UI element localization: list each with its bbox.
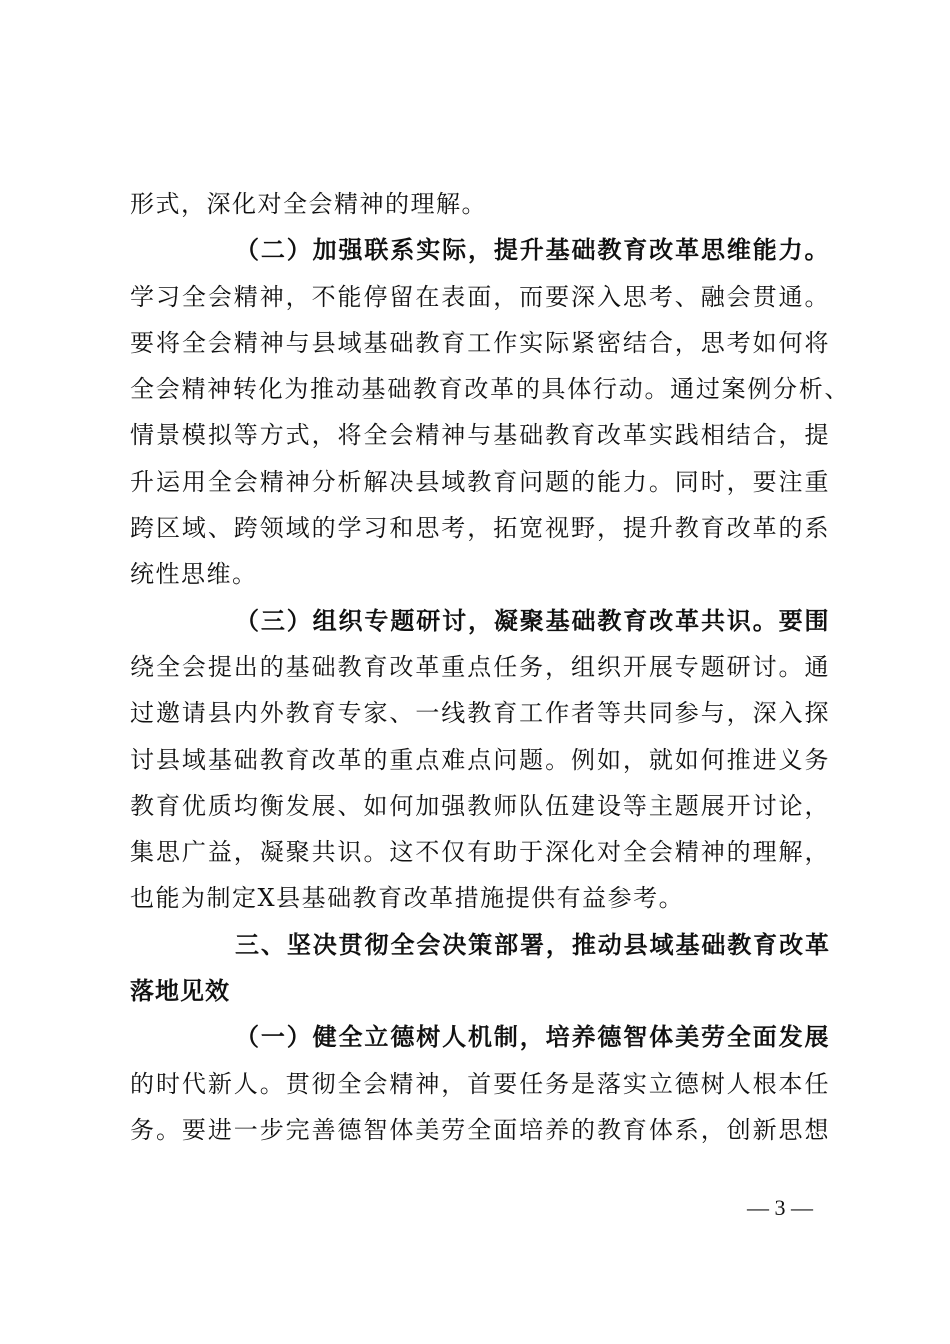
paragraph-line: 统性思维。	[130, 560, 258, 588]
section-heading: 三、坚决贯彻全会决策部署，推动县域基础教育改革	[235, 931, 830, 959]
paragraph-line: 集思广益，凝聚共识。这不仅有助于深化对全会精神的理解，	[130, 838, 830, 866]
paragraph-line: 教育优质均衡发展、如何加强教师队伍建设等主题展开讨论，	[130, 792, 830, 820]
paragraph-line: 讨县域基础教育改革的重点难点问题。例如，就如何推进义务	[130, 746, 830, 774]
paragraph-line: 情景模拟等方式，将全会精神与基础教育改革实践相结合，提	[130, 421, 830, 449]
paragraph-line: 形式，深化对全会精神的理解。	[130, 190, 487, 218]
paragraph-line: 全会精神转化为推动基础教育改革的具体行动。通过案例分析、	[130, 375, 850, 403]
paragraph-line: 绕全会提出的基础教育改革重点任务，组织开展专题研讨。通	[130, 653, 830, 681]
page-number: — 3 —	[747, 1195, 813, 1220]
section-subheading: （二）加强联系实际，提升基础教育改革思维能力。	[235, 235, 830, 264]
paragraph-line: 务。要进一步完善德智体美劳全面培养的教育体系，创新思想	[130, 1116, 830, 1144]
section-heading: 落地见效	[130, 977, 230, 1005]
paragraph-line: 的时代新人。贯彻全会精神，首要任务是落实立德树人根本任	[130, 1070, 830, 1098]
section-subheading: （一）健全立德树人机制，培养德智体美劳全面发展	[235, 1022, 830, 1051]
paragraph-line: 学习全会精神，不能停留在表面，而要深入思考、融会贯通。	[130, 283, 830, 311]
section-subheading: （三）组织专题研讨，凝聚基础教育改革共识。要围	[235, 606, 830, 635]
paragraph-line: 升运用全会精神分析解决县域教育问题的能力。同时，要注重	[130, 468, 830, 496]
paragraph-line: 过邀请县内外教育专家、一线教育工作者等共同参与，深入探	[130, 699, 830, 727]
paragraph-line: 也能为制定X县基础教育改革措施提供有益参考。	[130, 884, 685, 912]
paragraph-line: 要将全会精神与县域基础教育工作实际紧密结合，思考如何将	[130, 329, 830, 357]
paragraph-line: 跨区域、跨领域的学习和思考，拓宽视野，提升教育改革的系	[130, 514, 830, 542]
